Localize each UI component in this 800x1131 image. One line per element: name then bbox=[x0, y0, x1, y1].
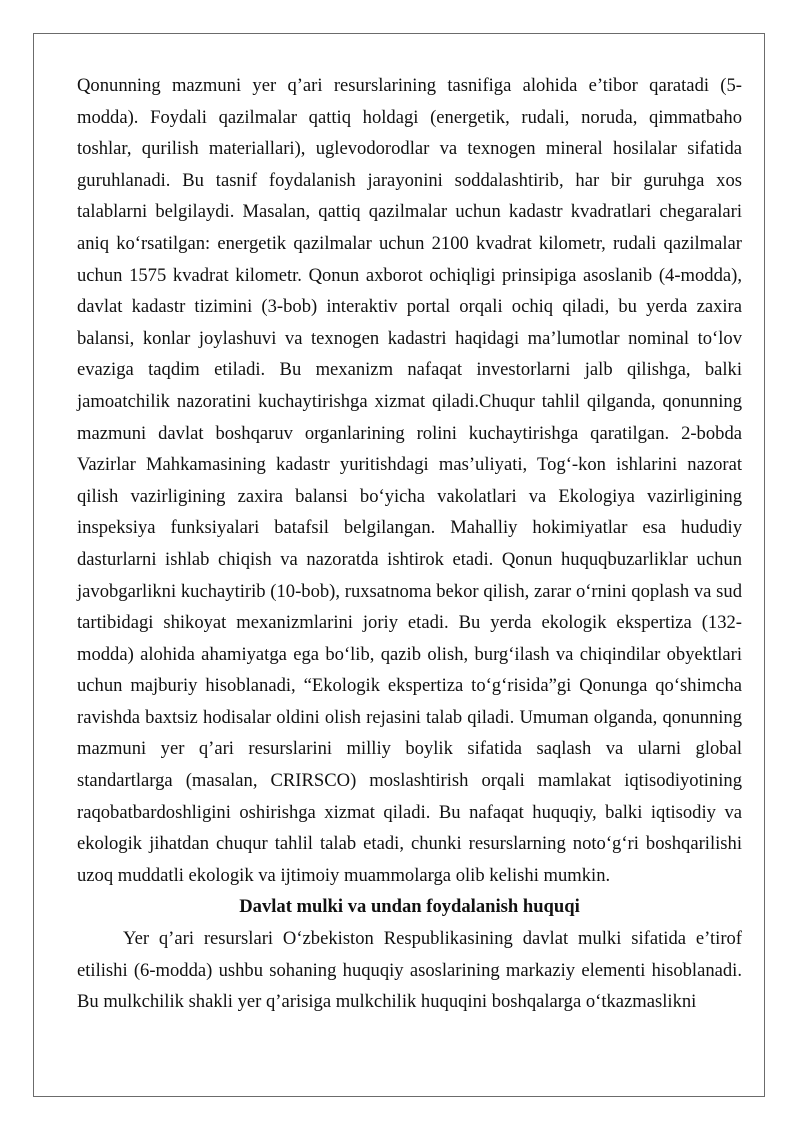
document-body bbox=[77, 70, 742, 1018]
section-heading: Davlat mulki va undan foydalanish huquqi bbox=[239, 896, 580, 918]
body-paragraph: Qonunning mazmuni yer q’ari resurslarining tasnifiga alohida e’tibor qaratadi (5-modda). Foydali qazilmalar qattiq holdagi (energetik, rudali, noruda, qimmatbaho toshlar, qurilish materiallari), uglevodorodlar va texnogen mineral hosilalar sifatida guruhlanadi. Bu tasnif foydalanish jarayonini soddalashtirib, har bir guruhga xos talablarni belgilaydi. Masalan, qattiq qazilmalar uchun kadastr kvadratlari chegaralari aniq ko‘rsatilgan: energetik qazilmalar uchun 2100 kvadrat kilometr, rudali qazilmalar uchun 1575 kvadrat kilometr. Qonun axborot ochiqligi prinsipiga asoslanib (4-modda), davlat kadastr tizimini (3-bob) interaktiv portal orqali ochiq qiladi, bu yerda zaxira balansi, konlar joylashuvi va texnogen kadastri haqidagi ma’lumotlar nominal to‘lov evaziga taqdim etiladi. Bu mexanizm nafaqat investorlarni jalb qilishga, balki jamoatchilik nazoratini kuchaytirishga xizmat qiladi.Chuqur tahlil qilganda, qonunning mazmuni davlat boshqaruv organlarining rolini kuchaytirishga qaratilgan. 2-bobda Vazirlar Mahkamasining kadastr yuritishdagi mas’uliyati, Tog‘-kon ishlarini nazorat qilish vazirligining zaxira balansi bo‘yicha vakolatlari va Ekologiya vazirligining inspeksiya funksiyalari batafsil belgilangan. Mahalliy hokimiyatlar esa hududiy dasturlarni ishlab chiqish va nazoratda ishtirok etadi. Qonun huquqbuzarliklar uchun javobgarlikni kuchaytirib (10-bob), ruxsatnoma bekor qilish, zarar o‘rnini qoplash va sud tartibidagi shikoyat mexanizmlarini joriy etadi. Bu yerda ekologik ekspertiza (132-modda) alohida ahamiyatga ega bo‘lib, qazib olish, burg‘ilash va chiqindilar obyektlari uchun majburiy hisoblanadi, “Ekologik ekspertiza to‘g‘risida”gi Qonunga qo‘shimcha ravishda baxtsiz hodisalar oldini olish rejasini talab qiladi. Umuman olganda, qonunning mazmuni yer q’ari resurslarini milliy boylik sifatida saqlash va ularni global standartlarga (masalan, CRIRSCO) moslashtirish orqali mamlakat iqtisodiyotining raqobatbardoshligini oshirishga xizmat qiladi. Bu nafaqat huquqiy, balki iqtisodiy va ekologik jihatdan chuqur tahlil talab etadi, chunki resurslarning noto‘g‘ri boshqarilishi uzoq muddatli ekologik va ijtimoiy muammolarga olib kelishi mumkin. bbox=[77, 75, 742, 886]
body-paragraph: Yer q’ari resurslari O‘zbekiston Respublikasining davlat mulki sifatida e’tirof etilishi (6-modda) ushbu sohaning huquqiy asoslarining markaziy elementi hisoblanadi. Bu mulkchilik shakli yer q’arisiga mulkchilik huquqini boshqalarga o‘tkazmaslikni bbox=[77, 928, 742, 1013]
